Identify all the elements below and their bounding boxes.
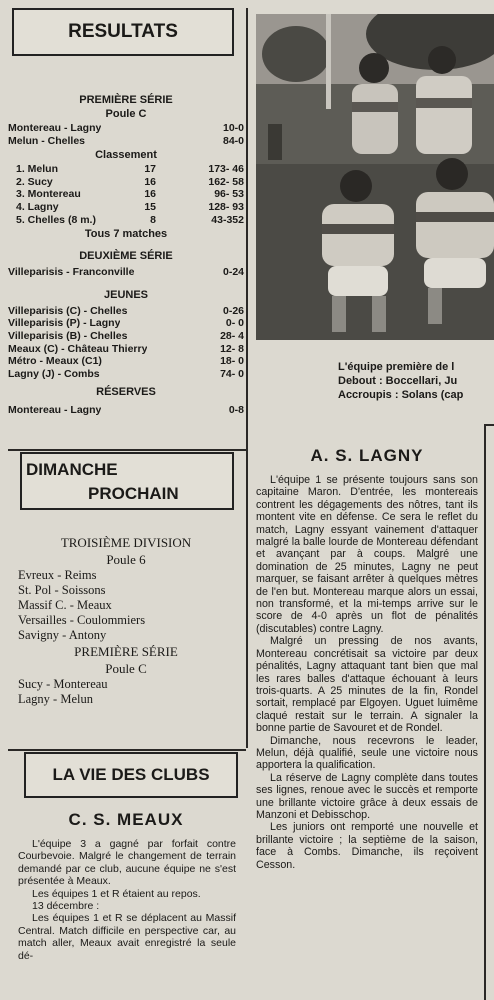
result-score: 0- 0 bbox=[225, 317, 244, 330]
classement-pts: 15 bbox=[144, 200, 156, 213]
divider-line bbox=[8, 749, 246, 751]
premiere-serie-heading: PREMIÈRE SÉRIE bbox=[79, 94, 173, 106]
column-rule-right bbox=[484, 424, 486, 1000]
article-paragraph: Les équipes 1 et R se déplacent au Massif Central. Match difficile en perspective car, au match aller, Meaux avait enregistré la seule dé- bbox=[18, 912, 236, 962]
resultats-matches bbox=[8, 122, 244, 147]
result-teams: Montereau - Lagny bbox=[8, 404, 102, 417]
result-score: 84-0 bbox=[222, 134, 244, 147]
result-teams: Melun - Chelles bbox=[8, 134, 86, 147]
poule-6-heading: Poule 6 bbox=[106, 552, 146, 567]
result-teams: Meaux (C) - Château Thierry bbox=[8, 342, 148, 355]
result-score: 0-8 bbox=[228, 404, 244, 417]
resultats-title-box: RESULTATS bbox=[12, 8, 234, 56]
result-teams: Villeparisis - Franconville bbox=[8, 266, 135, 279]
classement-team: 5. Chelles (8 m.) bbox=[16, 213, 96, 226]
result-teams: Métro - Meaux (C1) bbox=[8, 355, 102, 368]
caption-line-1: L'équipe première de l bbox=[338, 361, 455, 373]
deuxieme-matches bbox=[8, 266, 244, 279]
classement-heading: Classement bbox=[95, 149, 157, 162]
article-paragraph: La réserve de Lagny complète dans toutes ses lignes, renoue avec le succès et remporte une brillante victoire grâce à deux essais de Manzoni et Debisschop. bbox=[256, 771, 478, 821]
classement-row bbox=[8, 176, 244, 189]
result-row bbox=[8, 368, 244, 381]
result-score: 74- 0 bbox=[220, 367, 244, 380]
result-row bbox=[8, 404, 244, 417]
dimanche-title-line2: PROCHAIN bbox=[88, 484, 179, 503]
result-score: 18- 0 bbox=[220, 355, 244, 368]
classement-team: 3. Montereau bbox=[16, 188, 81, 201]
article-paragraph: 13 décembre : bbox=[32, 900, 100, 913]
resultats-section bbox=[8, 8, 244, 448]
troisieme-division-heading: TROISIÈME DIVISION bbox=[60, 535, 192, 550]
article-paragraph: L'équipe 1 se présente toujours sans son capitaine Maron. D'entrée, les montereais contrent les dégagements des nôtres, tant ils montent vite en défense. Ce sera le reflet du match, Lagny essyant vainement d'attaquer malgré la balle lourde de Montereau défendant et avançant par à coups. Malgré une domination de 25 minutes, Lagny ne peut marquer, se faisant arrêter à quelques mètres de l'en but. Montereau marque alors un essai, non transformé, et la mi-temps arrive sur le score de 4-0 après un flot de pénalités (discutables) contre Lagny. bbox=[256, 474, 478, 635]
result-teams: Villeparisis (P) - Lagny bbox=[8, 317, 121, 330]
jeunes-matches bbox=[8, 305, 244, 381]
classement-pts: 8 bbox=[150, 213, 156, 226]
club-heading: C. S. MEAUX bbox=[68, 810, 184, 829]
article-paragraph: L'équipe 3 a gagné par forfait contre Courbevoie. Malgré le changement de terrain demandé par ce club, aucune équipe ne s'est présentée à Meaux. bbox=[18, 838, 236, 888]
result-row bbox=[8, 330, 244, 343]
result-score: 0-26 bbox=[222, 304, 244, 317]
result-teams: Lagny (J) - Combs bbox=[8, 367, 100, 380]
poule-c-heading-2: Poule C bbox=[105, 661, 147, 676]
fixture-item: Sucy - Montereau bbox=[18, 677, 108, 691]
result-row bbox=[8, 135, 244, 148]
result-teams: Villeparisis (B) - Chelles bbox=[8, 329, 128, 342]
vie-des-clubs-section bbox=[8, 752, 244, 1000]
caption-line-2: Debout : Boccellari, Ju bbox=[338, 375, 458, 387]
result-score: 12- 8 bbox=[220, 342, 244, 355]
jeunes-heading: JEUNES bbox=[103, 288, 149, 301]
classement-pts: 16 bbox=[144, 188, 156, 201]
deuxieme-serie-heading: DEUXIÈME SÉRIE bbox=[79, 250, 173, 263]
classement-pts: 16 bbox=[144, 175, 156, 188]
classement-table bbox=[8, 163, 244, 226]
classement-score: 162- 58 bbox=[208, 175, 244, 188]
dimanche-matches bbox=[8, 568, 244, 643]
fixture-item: St. Pol - Soissons bbox=[18, 583, 106, 597]
tous-matches-note: Tous 7 matches bbox=[84, 228, 168, 241]
result-row bbox=[8, 305, 244, 318]
result-row bbox=[8, 317, 244, 330]
vie-title-box: LA VIE DES CLUBS bbox=[24, 752, 238, 798]
classement-row bbox=[8, 201, 244, 214]
result-score: 10-0 bbox=[222, 122, 244, 134]
result-row bbox=[8, 355, 244, 368]
team-photo bbox=[256, 14, 494, 340]
classement-score: 128- 93 bbox=[208, 200, 244, 213]
classement-score: 173- 46 bbox=[208, 163, 244, 176]
dimanche-title-line1: DIMANCHE bbox=[26, 460, 118, 479]
article-paragraph: Les équipes 1 et R étaient au repos. bbox=[32, 887, 201, 900]
poule-c-heading: Poule C bbox=[105, 108, 147, 120]
team-photo-image bbox=[256, 14, 494, 340]
fixture-item: Versailles - Coulommiers bbox=[18, 613, 146, 627]
classement-pts: 17 bbox=[144, 163, 156, 176]
dimanche-section bbox=[8, 452, 244, 748]
article-paragraph: Dimanche, nous recevrons le leader, Melun, déjà qualifié, seule une victoire nous apportera la qualification. bbox=[256, 734, 478, 772]
fixture-item: Evreux - Reims bbox=[18, 568, 97, 582]
photo-caption bbox=[338, 360, 494, 402]
caption-line-3: Accroupis : Solans (cap bbox=[338, 389, 464, 401]
fixture-item: Lagny - Melun bbox=[18, 692, 93, 706]
result-row bbox=[8, 343, 244, 356]
result-score: 0-24 bbox=[222, 266, 244, 279]
fixture-item: Savigny - Antony bbox=[18, 628, 107, 642]
box-corner bbox=[484, 424, 494, 426]
article-paragraph: Malgré un pressing de nos avants, Montereau concrétisait sa victoire par deux pénalités, Lagny attaquant tant bien que mal les rares balles d'attaque échouant à leurs trois-quarts. A 25 minutes de la fin, Rondel sortait, remplacé par Elgoyen. Uguet luimême claqué restait sur le terrain. A signaler la bonne partie de Savouret et de Rondel. bbox=[256, 635, 478, 735]
premiere-serie-heading-2: PREMIÈRE SÉRIE bbox=[74, 644, 178, 659]
divider-line bbox=[8, 449, 246, 451]
result-score: 28- 4 bbox=[220, 329, 244, 342]
vie-article bbox=[8, 838, 244, 962]
classement-team: 1. Melun bbox=[16, 163, 59, 176]
column-rule bbox=[246, 8, 248, 748]
result-row bbox=[8, 122, 244, 135]
lagny-title: A. S. LAGNY bbox=[310, 446, 424, 465]
classement-team: 2. Sucy bbox=[16, 175, 53, 188]
reserves-heading: RÉSERVES bbox=[96, 386, 156, 399]
lagny-article bbox=[256, 474, 478, 871]
dimanche-title-box bbox=[20, 452, 234, 510]
classement-score: 43-352 bbox=[211, 213, 244, 226]
reserves-matches bbox=[8, 404, 244, 417]
classement-row bbox=[8, 214, 244, 227]
fixture-item: Massif C. - Meaux bbox=[18, 598, 112, 612]
result-row bbox=[8, 266, 244, 279]
classement-row bbox=[8, 163, 244, 176]
classement-row bbox=[8, 188, 244, 201]
result-teams: Villeparisis (C) - Chelles bbox=[8, 304, 128, 317]
classement-team: 4. Lagny bbox=[16, 200, 59, 213]
dimanche-matches-2 bbox=[8, 677, 244, 707]
article-paragraph: Les juniors ont remporté une nouvelle et brillante victoire ; la septième de la saison, face à Combs. Dimanche, ils reçoivent Cesson. bbox=[256, 821, 478, 871]
result-teams: Montereau - Lagny bbox=[8, 122, 102, 134]
classement-score: 96- 53 bbox=[214, 188, 244, 201]
